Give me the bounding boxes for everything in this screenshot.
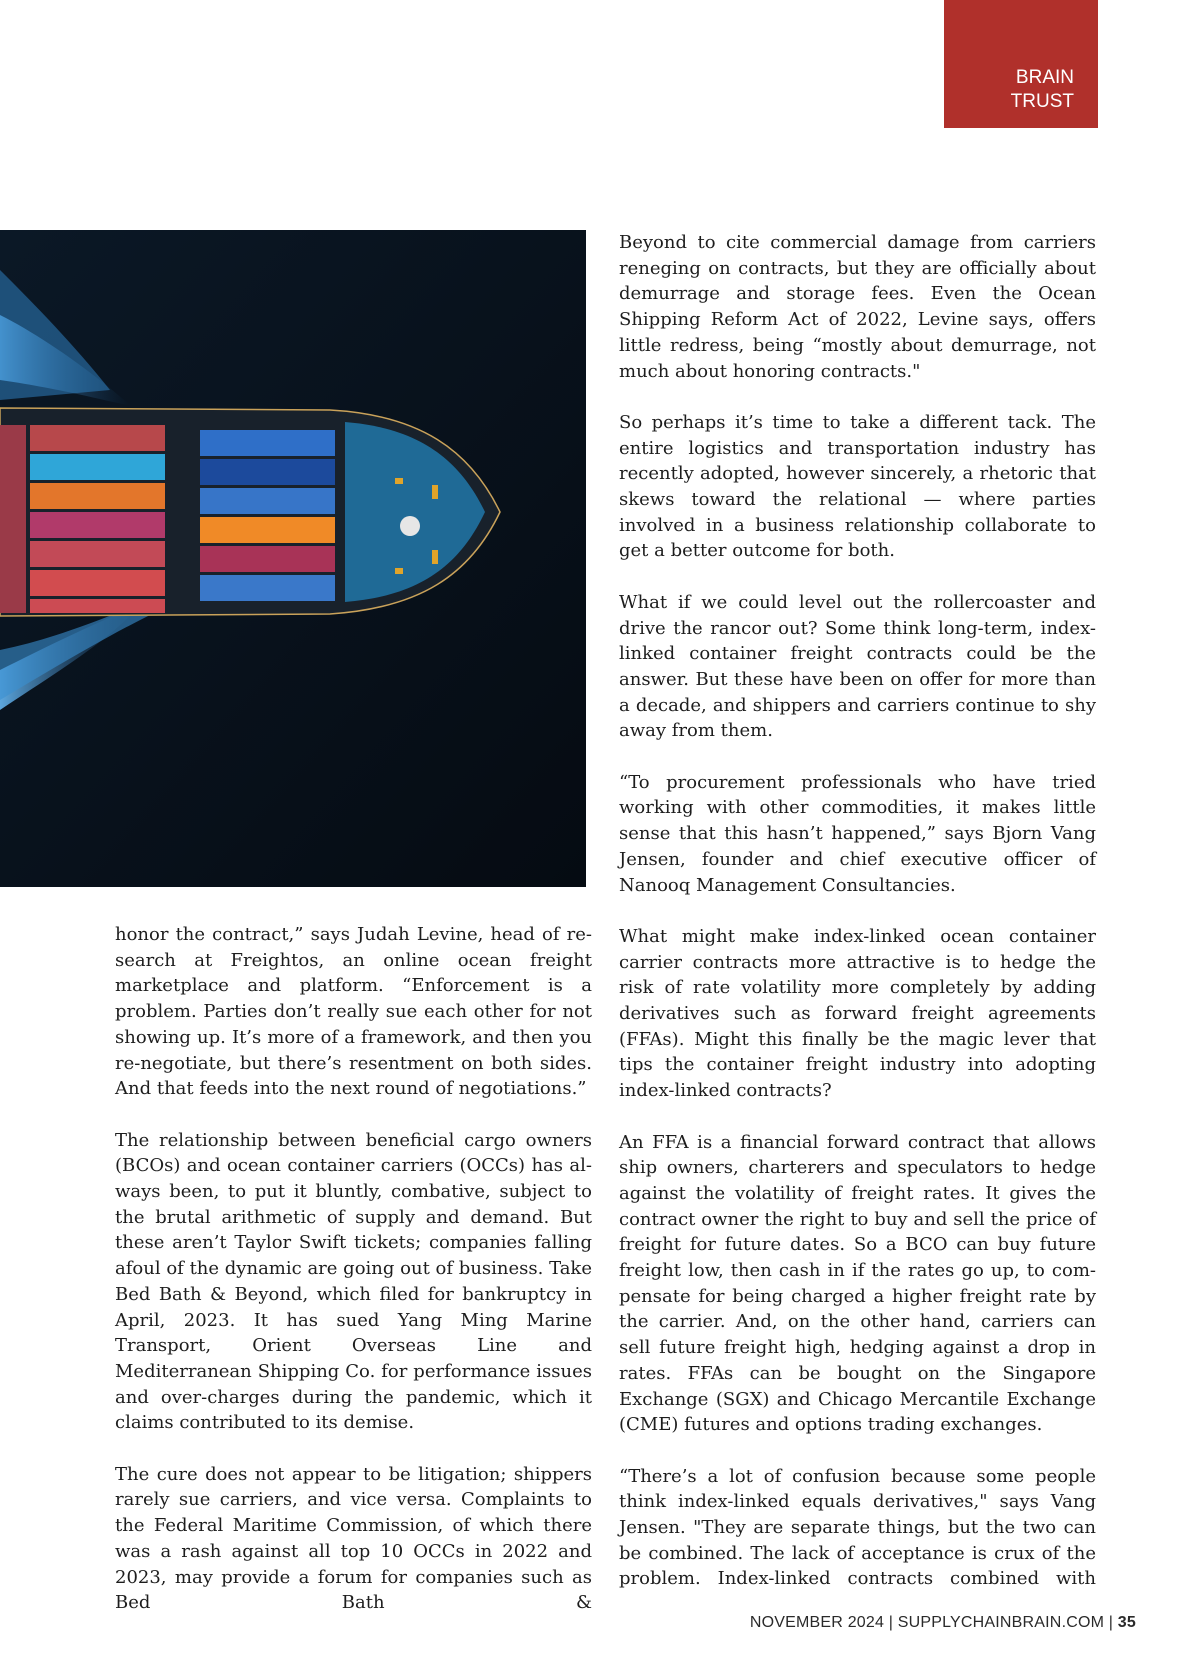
section-tab-line-2: TRUST <box>1010 91 1074 112</box>
paragraph: “There’s a lot of confusion because some people think index-linked equals derivatives," says Vang Jensen. "They are separate things, but the two can be combined. The lack of acceptance is crux of the problem. Index-linked contracts combined with <box>619 1465 1096 1590</box>
paragraph: An FFA is a financial forward contract that allows ship owners, charterers and speculators to hedge against the volatility of freight rates. It gives the contract owner the right to buy and sell the price of freight for future dates. So a BCO can buy future freight low, then cash in if the rates go up, to compensate for being charged a higher freight rate by the carrier. And, on the other hand, carriers can sell future freight high, hedging against a drop in rates. FFAs can be bought on the Singapore Exchange (SGX) and Chicago Mercantile Exchange (CME) futures and options trading exchanges. <box>619 1131 1096 1436</box>
left-column <box>115 922 592 1616</box>
paragraph: “To procurement professionals who have tried working with other commodities, it makes little sense that this hasn’t happened,” says Bjorn Vang Jensen, founder and chief executive officer of Nanooq Management Consultancies. <box>619 771 1096 896</box>
paragraph: The cure does not appear to be litigation; shippers rarely sue carriers, and vice versa. Complaints to the Federal Maritime Commission, of which there was a rash against all top 10 OCCs in 2022 and 2023, may provide a forum for companies such as Bed Bath & <box>115 1463 592 1614</box>
paragraph: Beyond to cite commercial damage from carriers reneging on contracts, but they are officially about demurrage and storage fees. Even the Ocean Shipping Reform Act of 2022, Levine says, offers little redress, being “mostly about demurrage, not much about honoring contracts." <box>619 232 1096 382</box>
page-footer <box>750 1614 1136 1632</box>
page-number: 35 <box>1117 1614 1136 1631</box>
paragraph: honor the contract,” says Judah Levine, head of research at Freightos, an online ocean freight marketplace and platform. “Enforcement is a problem. Parties don’t really sue each other for not showing up. It’s more of a framework, and then you re-negotiate, but there’s resentment on both sides. And that feeds into the next round of negotiations.” <box>115 924 592 1100</box>
paragraph: What if we could level out the rollercoaster and drive the rancor out? Some think long-term, index-linked container freight contracts could be the answer. But these have been on offer for more than a decade, and shippers and carriers continue to shy away from them. <box>619 591 1096 742</box>
paragraph: The relationship between beneficial cargo owners (BCOs) and ocean container carriers (OCCs) has always been, to put it bluntly, combative, subject to the brutal arithmetic of supply and demand. But these aren’t Taylor Swift tickets; companies falling afoul of the dynamic are going out of business. Take Bed Bath & Beyond, which filed for bankruptcy in April, 2023. It has sued Yang Ming Marine Transport, Orient Overseas Line and Mediterranean Shipping Co. for performance issues and over-charges during the pandemic, which it claims contributed to its demise. <box>115 1129 592 1434</box>
section-tab <box>944 0 1098 128</box>
container-ship-photo <box>0 230 586 887</box>
section-tab-line-1: BRAIN <box>1015 67 1074 88</box>
right-column <box>619 230 1096 1592</box>
paragraph: What might make index-linked ocean container carrier contracts more attractive is to hedge the risk of rate volatility more completely by adding derivatives such as forward freight agreements (FFAs). Might this finally be the magic lever that tips the container freight industry into adopting index-linked contracts? <box>619 925 1096 1102</box>
issue-and-site: NOVEMBER 2024 | SUPPLYCHAINBRAIN.COM | <box>749 1614 1114 1631</box>
paragraph: So perhaps it’s time to take a different tack. The entire logistics and transportation industry has recently adopted, however sincerely, a rhetoric that skews toward the relational — where parties involved in a business relationship collaborate to get a better outcome for both. <box>619 411 1096 562</box>
